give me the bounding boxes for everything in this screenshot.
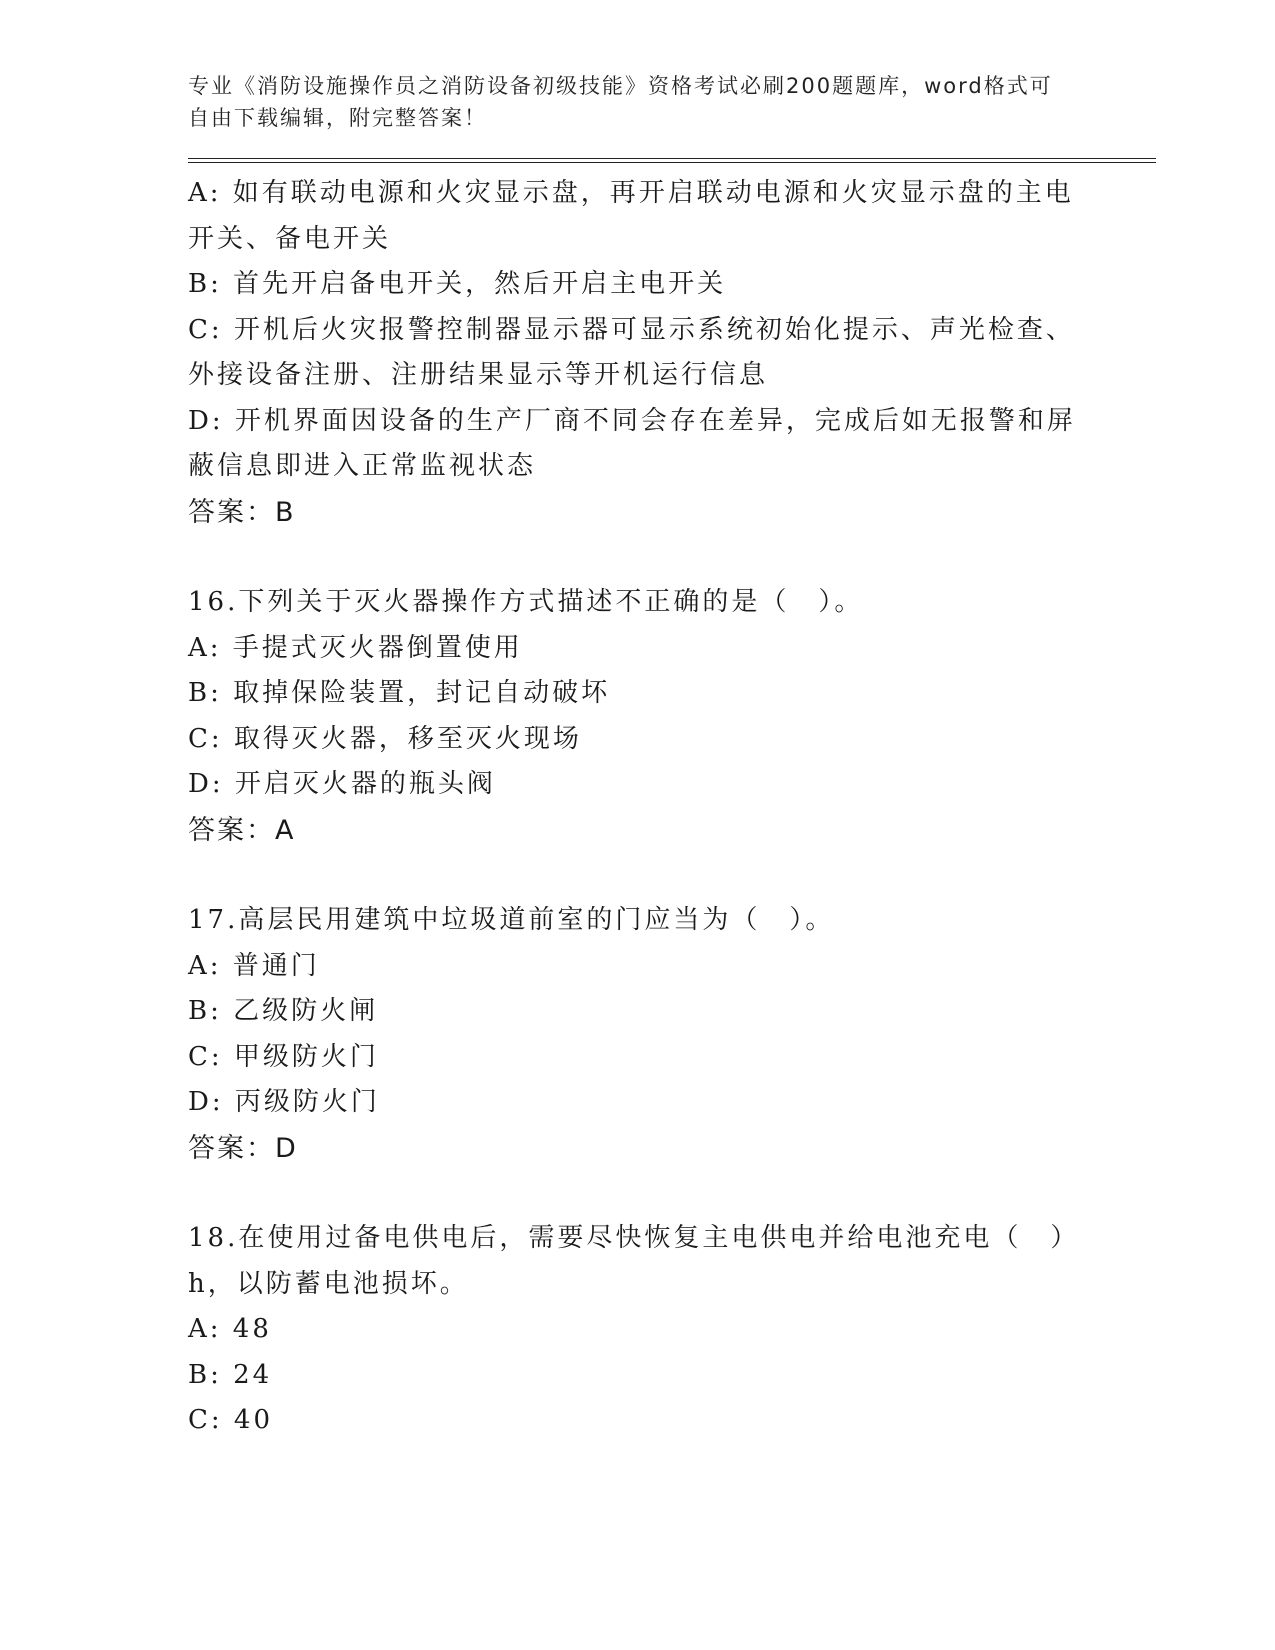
option-d: D: 丙级防火门 (188, 1087, 380, 1117)
question-stem-line-2: h，以防蓄电池损坏。 (188, 1268, 469, 1299)
question-stem: 16.下列关于灭火器操作方式描述不正确的是（ ）。 (188, 587, 864, 617)
option-c: C: 40 (188, 1405, 274, 1435)
option-c: C: 甲级防火门 (188, 1041, 379, 1072)
answer: 答案：A (188, 814, 296, 846)
answer: 答案：B (188, 496, 296, 528)
option-b: B: 取掉保险装置，封记自动破坏 (188, 678, 611, 708)
question-17 (188, 898, 1148, 1171)
option-a-line-1: A: 如有联动电源和火灾显示盘，再开启联动电源和火灾显示盘的主电 (188, 178, 1074, 208)
option-d: D: 开启灭火器的瓶头阀 (188, 769, 496, 799)
answer: 答案：D (188, 1132, 298, 1164)
question-content (188, 171, 1148, 1444)
option-b: B: 乙级防火闸 (188, 996, 379, 1026)
document-header: 专业《消防设施操作员之消防设备初级技能》资格考试必刷200题题库，word格式可自由下载编辑，附完整答案！ (188, 74, 1053, 130)
question-18 (188, 1216, 1148, 1444)
question-16 (188, 580, 1148, 853)
option-c-line-2: 外接设备注册、注册结果显示等开机运行信息 (188, 360, 769, 390)
header-divider (188, 158, 1156, 163)
option-b: B: 24 (188, 1359, 273, 1390)
option-a: A: 普通门 (188, 950, 320, 981)
option-b: B: 首先开启备电开关，然后开启主电开关 (188, 269, 727, 299)
option-a: A: 手提式灭火器倒置使用 (188, 632, 523, 663)
question-15-options (188, 171, 1148, 535)
option-a-line-2: 开关、备电开关 (188, 223, 392, 254)
question-stem: 17.高层民用建筑中垃圾道前室的门应当为（ ）。 (188, 905, 835, 935)
option-c: C: 取得灭火器，移至灭火现场 (188, 723, 582, 754)
option-c-line-1: C: 开机后火灾报警控制器显示器可显示系统初始化提示、声光检查、 (188, 314, 1075, 345)
option-a: A: 48 (188, 1314, 272, 1344)
option-d-line-1: D: 开机界面因设备的生产厂商不同会存在差异，完成后如无报警和屏 (188, 405, 1076, 436)
document-page (188, 70, 1148, 1444)
option-d-line-2: 蔽信息即进入正常监视状态 (188, 451, 537, 481)
question-stem-line-1: 18.在使用过备电供电后，需要尽快恢复主电供电并给电池充电（ ） (188, 1223, 1080, 1253)
